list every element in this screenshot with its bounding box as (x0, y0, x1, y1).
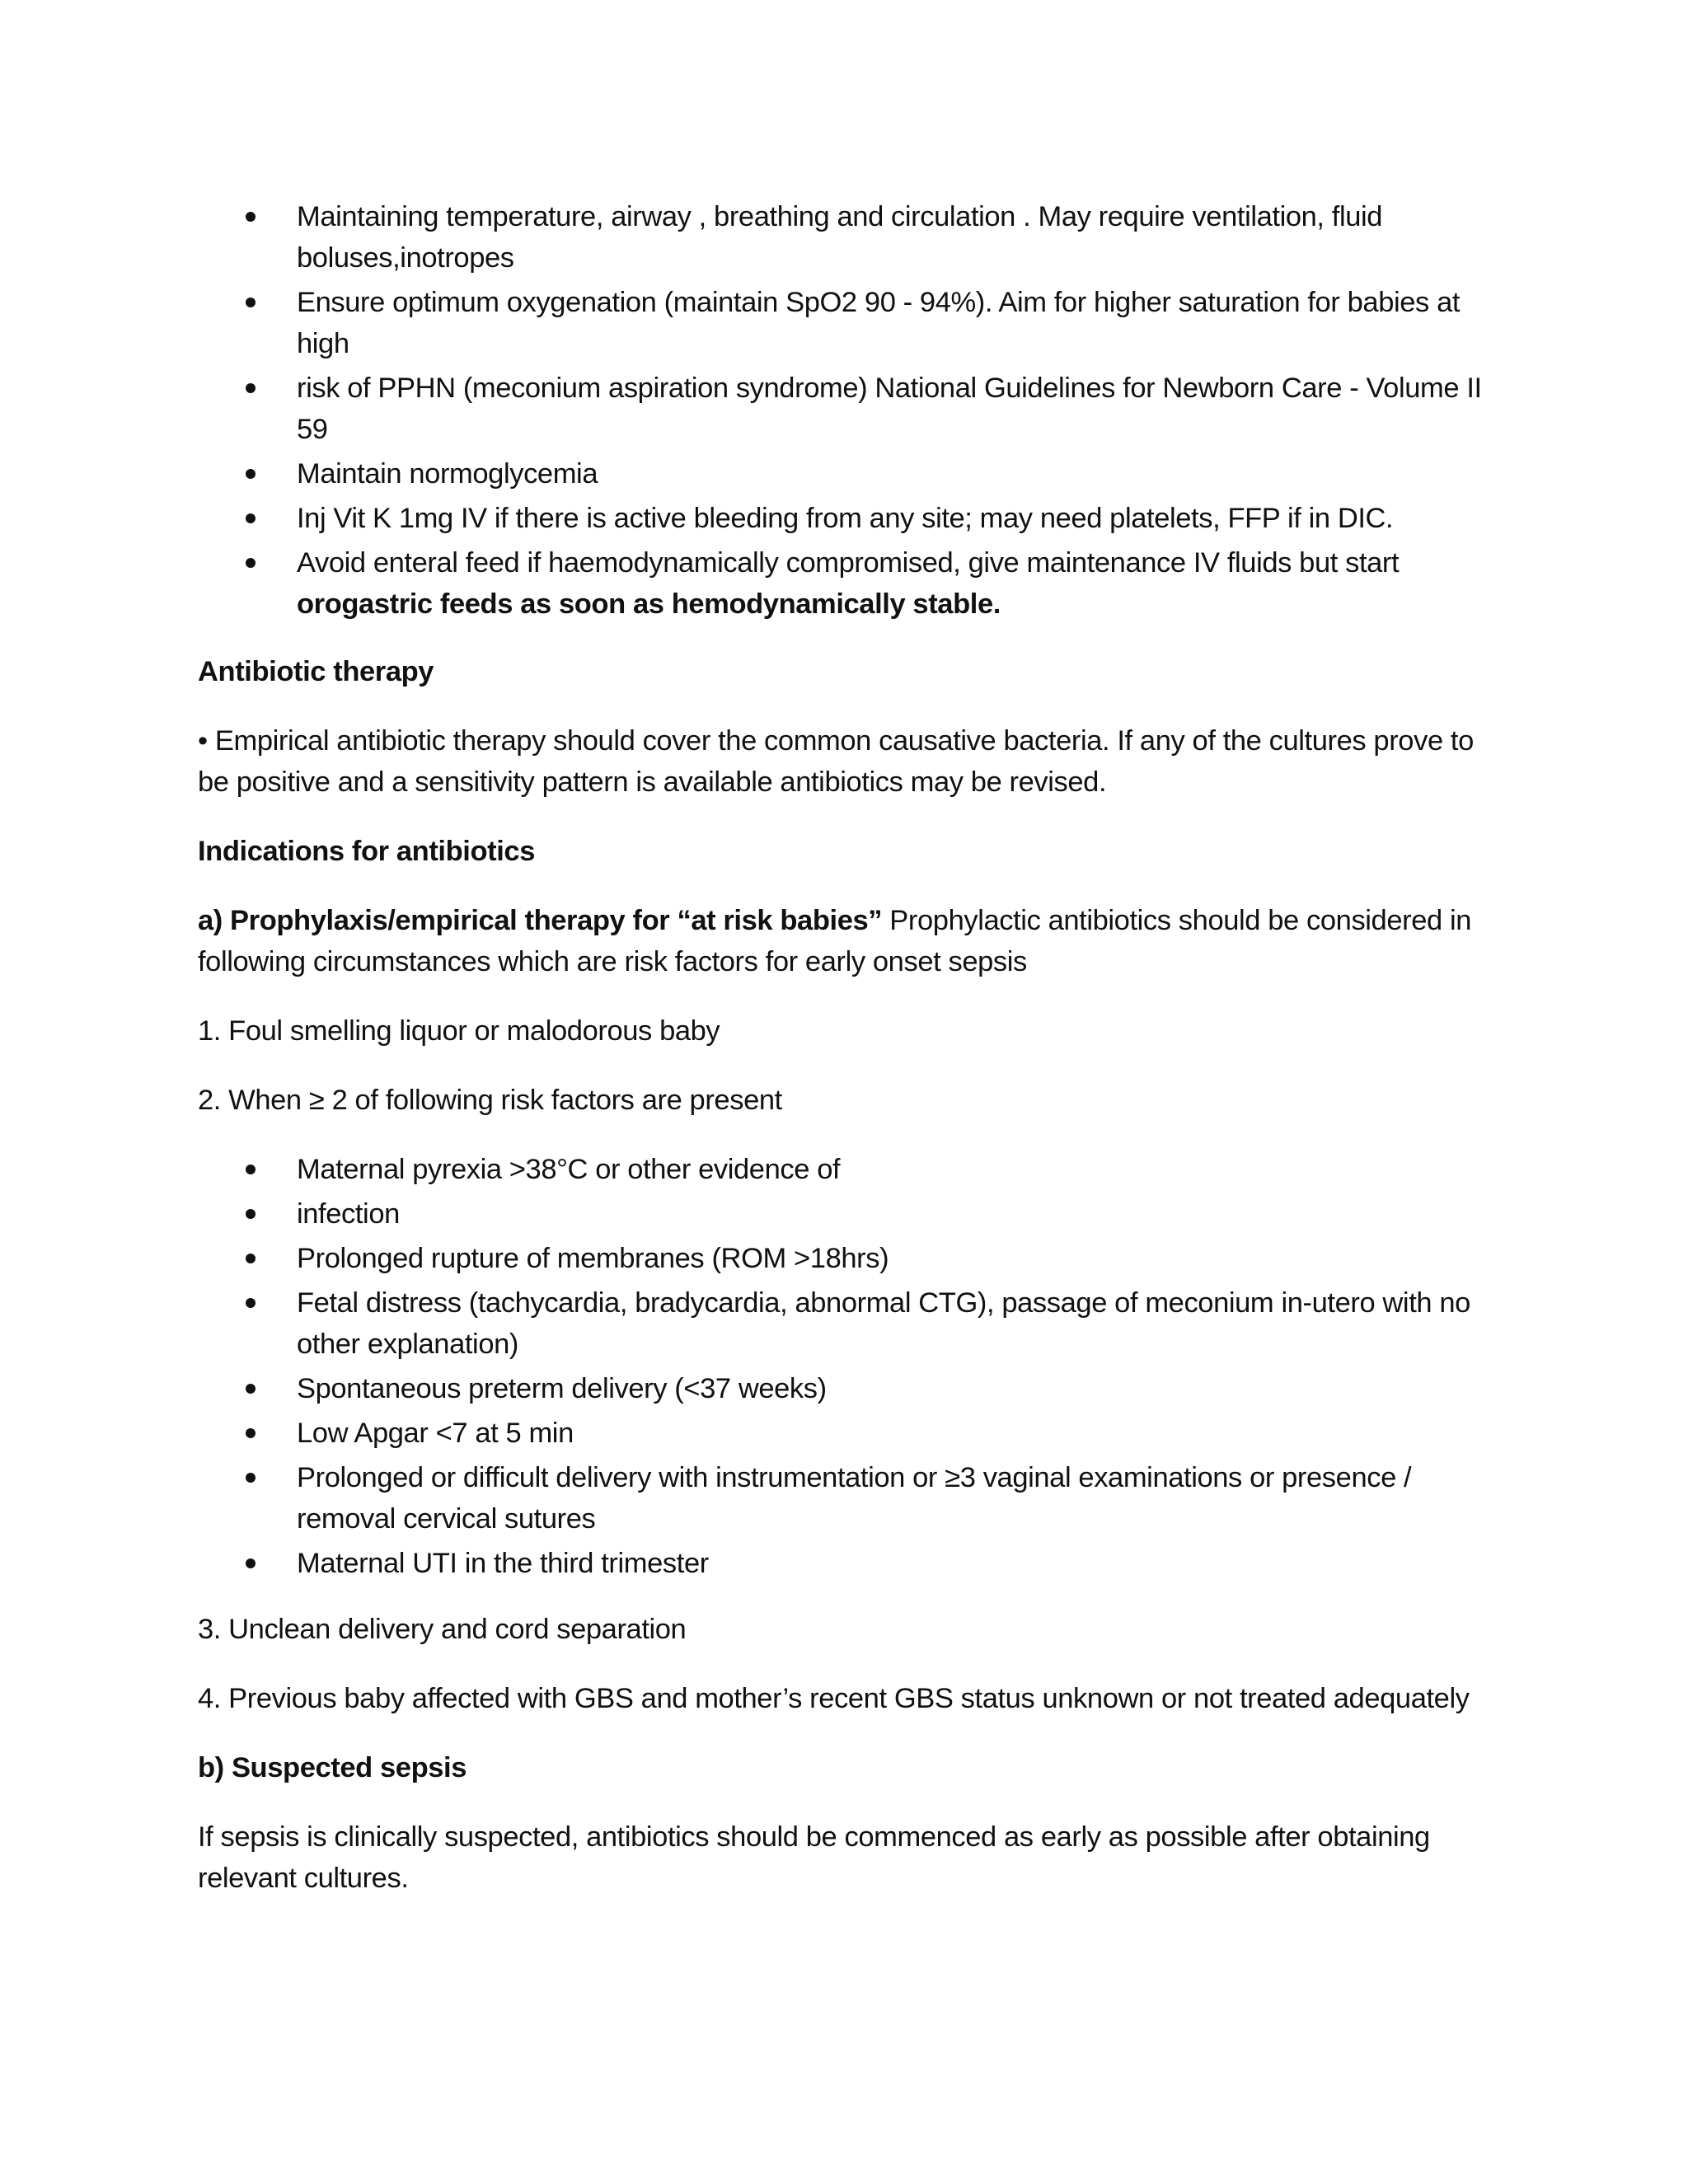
risk-factor-list (198, 1149, 1492, 1584)
bullet-icon (246, 513, 256, 523)
list-item: Prolonged rupture of membranes (ROM >18hrs) (198, 1238, 1492, 1279)
list-item: Maternal UTI in the third trimester (198, 1543, 1492, 1584)
list-item: Ensure optimum oxygenation (maintain SpO2 90 - 94%). Aim for higher saturation for babies at high (198, 282, 1492, 364)
list-item: Avoid enteral feed if haemodynamically compromised, give maintenance IV fluids but start orogastric feeds as soon as hemodynamically stable. (198, 542, 1492, 625)
bullet-icon (246, 1428, 256, 1438)
indication-item-2: 2. When ≥ 2 of following risk factors are present (198, 1085, 782, 1116)
list-item: Maintain normoglycemia (198, 453, 1492, 494)
bullet-icon (246, 1384, 256, 1394)
prophylaxis-paragraph: a) Prophylaxis/empirical therapy for “at risk babies” Prophylactic antibiotics should be considered in following circumstances which are risk factors for early onset sepsis (198, 905, 1472, 977)
indication-item-3: 3. Unclean delivery and cord separation (198, 1614, 687, 1645)
list-item: Prolonged or difficult delivery with instrumentation or ≥3 vaginal examinations or presence / removal cervical sutures (198, 1457, 1492, 1540)
bullet-icon (246, 1473, 256, 1483)
bullet-icon (246, 383, 256, 393)
bullet-icon (246, 212, 256, 222)
bullet-icon (246, 469, 256, 479)
indication-item-4: 4. Previous baby affected with GBS and mother’s recent GBS status unknown or not treated adequately (198, 1683, 1470, 1714)
bullet-icon (246, 298, 256, 307)
list-item: Maintaining temperature, airway , breathing and circulation . May require ventilation, fluid boluses,inotropes (198, 196, 1492, 279)
bullet-icon (246, 1298, 256, 1308)
suspected-sepsis-heading: b) Suspected sepsis (198, 1752, 467, 1783)
document-page (198, 196, 1492, 1927)
list-item: Inj Vit K 1mg IV if there is active bleeding from any site; may need platelets, FFP if in DIC. (198, 498, 1492, 539)
bullet-icon (246, 1254, 256, 1263)
bullet-icon (246, 1209, 256, 1219)
indication-item-1: 1. Foul smelling liquor or malodorous baby (198, 1015, 720, 1047)
list-item: infection (198, 1193, 1492, 1235)
list-item: Fetal distress (tachycardia, bradycardia, abnormal CTG), passage of meconium in-utero with no other explanation) (198, 1282, 1492, 1365)
list-item: risk of PPHN (meconium aspiration syndrome) National Guidelines for Newborn Care - Volume II 59 (198, 368, 1492, 450)
antibiotic-therapy-paragraph: • Empirical antibiotic therapy should cover the common causative bacteria. If any of the cultures prove to be positive and a sensitivity pattern is available antibiotics may be revised. (198, 725, 1474, 798)
indications-heading: Indications for antibiotics (198, 836, 535, 867)
list-item: Spontaneous preterm delivery (<37 weeks) (198, 1368, 1492, 1409)
bullet-icon (246, 1165, 256, 1174)
suspected-sepsis-paragraph: If sepsis is clinically suspected, antibiotics should be commenced as early as possible after obtaining relevant cultures. (198, 1821, 1430, 1894)
list-item: Maternal pyrexia >38°C or other evidence of (198, 1149, 1492, 1190)
management-bullet-list (198, 196, 1492, 625)
bullet-icon (246, 558, 256, 568)
list-item: Low Apgar <7 at 5 min (198, 1413, 1492, 1454)
antibiotic-therapy-heading: Antibiotic therapy (198, 656, 434, 687)
bullet-icon (246, 1558, 256, 1568)
